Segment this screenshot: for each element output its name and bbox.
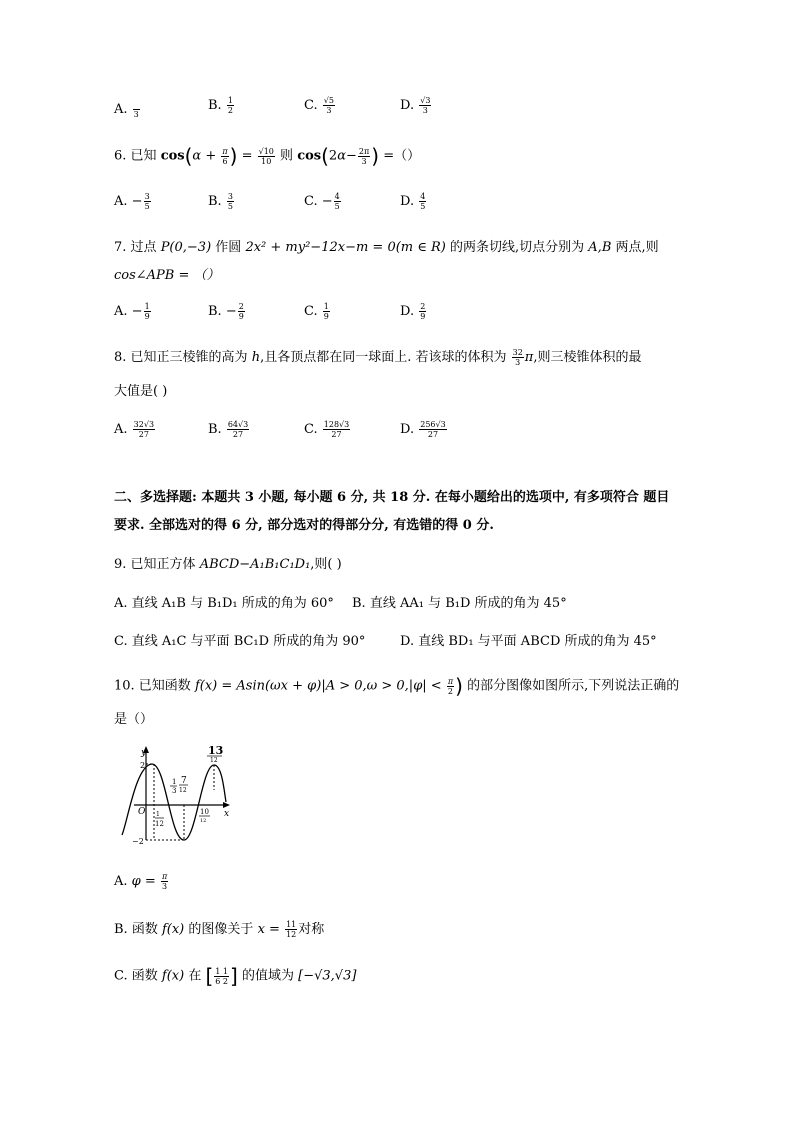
q7-stem-line1: 7. 过点 P(0,−3) 作圆 2x² + my²−12x−m = 0(m ∈ R) 的两条切线,切点分别为 A,B 两点,则: [114, 240, 659, 255]
section2-heading-line1: 二、多选择题: 本题共 3 小题, 每小题 6 分, 共 18 分. 在每小题给出的选项中, 有多项符合 题目: [114, 490, 670, 505]
q7-option-c: C. $\frac{1}{9}$: [304, 302, 329, 321]
q6-option-c: C. − $\frac{4}{5}$: [304, 192, 340, 211]
q10-stem-line1: 10. 已知函数 f(x) = Asin(ωx + φ)|A > 0,ω > 0,|φ| < $\frac{\pi}{2}$ ) 的部分图像如图所示,下列说法正确的: [114, 674, 680, 698]
section2-heading-line2: 要求. 全部选对的得 6 分, 部分选对的得部分分, 有选错的得 0 分.: [114, 518, 494, 533]
q8-stem-line2: 大值是( ): [114, 384, 168, 399]
q10-stem-line2: 是（）: [114, 712, 154, 727]
q5-option-a: A. 3: [114, 102, 139, 119]
label-frac-1-12-den: 12: [155, 820, 164, 828]
q7-option-d: D. $\frac{2}{9}$: [400, 302, 426, 321]
x-axis-arrow: [223, 802, 230, 808]
q6-option-b: B. $\frac{3}{5}$: [208, 192, 233, 211]
label-frac-13-12-num: 13: [208, 744, 224, 757]
q9-stem: 9. 已知正方体 ABCD−A₁B₁C₁D₁,则( ): [114, 557, 342, 572]
label-two: 2: [140, 761, 146, 770]
label-frac-13-12-den: 12: [210, 757, 218, 764]
label-frac-10-12-num: 10: [200, 808, 209, 816]
q6-stem: 6. 已知 cos(α + $\frac{\pi}{6}$ ) = $\frac{√10}{10}$ 则 cos(2α− $\frac{2\pi}{3}$ ) =（）: [114, 144, 421, 168]
q9-option-d: D. 直线 BD₁ 与平面 ABCD 所成的角为 45°: [400, 634, 657, 649]
q8-option-c: C. $\frac{128√3}{27}$: [304, 420, 350, 439]
q9-option-b: B. 直线 AA₁ 与 B₁D 所成的角为 45°: [352, 596, 567, 611]
q10-option-b: B. 函数 f(x) 的图像关于 x = $\frac{11}{12}$ 对称: [114, 920, 325, 939]
label-frac-1-3-num: 1: [172, 778, 177, 786]
label-origin: O: [138, 807, 146, 817]
sine-curve: [122, 764, 226, 840]
q6-option-d: D. $\frac{4}{5}$: [400, 192, 426, 211]
label-frac-1-12-num: 1: [156, 811, 160, 818]
q7-option-b: B. − $\frac{2}{9}$: [208, 302, 244, 321]
q6-option-a: A. − $\frac{3}{5}$: [114, 192, 150, 211]
q10-option-a: A. φ = $\frac{\pi}{3}$: [114, 872, 168, 891]
q8-option-a: A. $\frac{32√3}{27}$: [114, 420, 155, 439]
label-frac-7-12-num: 7: [181, 776, 187, 786]
q5-option-d: D. $\frac{√3}{3}$: [400, 96, 431, 115]
label-frac-7-12-den: 12: [179, 787, 187, 794]
label-x: x: [224, 809, 230, 819]
q5-option-c: C. $\frac{√5}{3}$: [304, 96, 334, 115]
label-y: y: [141, 748, 147, 758]
q8-option-d: D. $\frac{256√3}{27}$: [400, 420, 446, 439]
q8-option-b: B. $\frac{64√3}{27}$: [208, 420, 249, 439]
q7-option-a: A. − $\frac{1}{9}$: [114, 302, 150, 321]
label-neg-two: −2: [132, 837, 144, 846]
q10-option-c: C. 函数 f(x) 在 [ $\frac{1 1}{6 2}$ ] 的值域为 [−√3,√3]: [114, 964, 357, 988]
q8-stem-line1: 8. 已知正三棱锥的高为 h,且各顶点都在同一球面上. 若该球的体积为 $\frac{32}{3}$ π,则三棱锥体积的最: [114, 348, 642, 367]
q7-stem-line2: cos∠APB = （）: [114, 268, 220, 283]
q9-option-c: C. 直线 A₁C 与平面 BC₁D 所成的角为 90°: [114, 634, 366, 649]
label-frac-1-3-den: 3: [172, 787, 177, 795]
q5-option-b: B. $\frac{1}{2}$: [208, 96, 233, 115]
q9-option-a: A. 直线 A₁B 与 B₁D₁ 所成的角为 60°: [114, 596, 334, 611]
function-graph: [114, 740, 239, 850]
label-frac-10-12-den: 12: [200, 818, 207, 824]
